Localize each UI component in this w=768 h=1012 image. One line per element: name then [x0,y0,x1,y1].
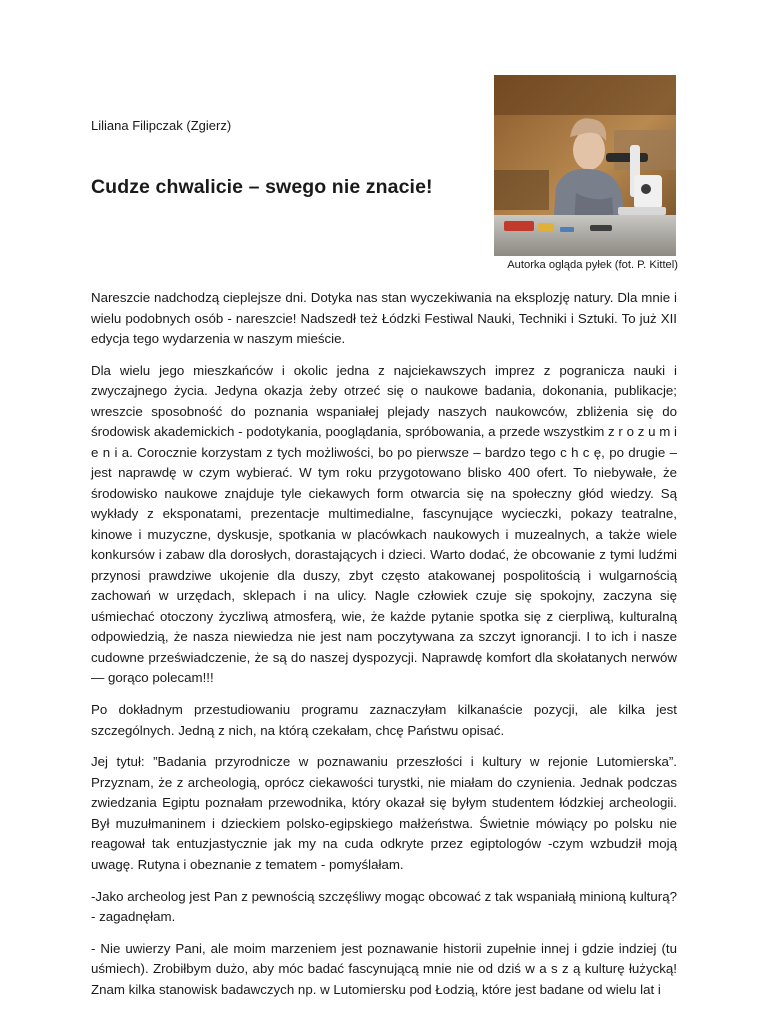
article-title: Cudze chwalicie – swego nie znacie! [91,176,433,198]
paragraph: Nareszcie nadchodzą cieplejsze dni. Dotyka nas stan wyczekiwania na eksplozję natury. Dla mnie i wielu podobnych osób - nareszcie! Nadszedł też Łódzki Festiwal Nauki, Techniki i Sztuki. To już XII edycja tego wydarzenia w naszym mieście. [91,290,677,346]
photo-woman-microscope-icon [494,75,676,256]
photo-caption: Autorka ogląda pyłek (fot. P. Kittel) [507,259,678,271]
paragraph: Jej tytuł: ”Badania przyrodnicze w poznawaniu przeszłości i kultury w rejonie Lutomierska”. Przyznam, że z archeologią, oprócz ciekawości turystki, nie miałam do czynienia. Jednak podczas zwiedzania Egiptu poznałam przewodnika, który okazał się byłym studentem łódzkiej archeologii. Był muzułmaninem i dzieckiem polsko-egipskiego małżeństwa. Świetnie mówiący po polsku nie reagował tak entuzjastycznie jak my na cuda odkryte przez egiptologów -czym wzbudził moją uwagę. Rutyna i obeznanie z tematem - pomyślałam. [91,754,677,872]
article-body [91,288,677,1012]
paragraph: Po dokładnym przestudiowaniu programu zaznaczyłam kilkanaście pozycji, ale kilka jest szczególnych. Jedną z nich, na którą czekałam, chcę Państwu opisać. [91,702,677,738]
paragraph: - Nie uwierzy Pani, ale moim marzeniem jest poznawanie historii zupełnie innej i gdzie indziej (tu uśmiech). Zrobiłbym dużo, aby móc badać fascynującą mnie nie od dziś w a s z ą kulturę łużycką! Znam kilka stanowisk badawczych np. w Lutomiersku pod Łodzią, które jest badane od wielu lat i [91,940,677,997]
paragraph: -Jako archeolog jest Pan z pewnością szczęśliwy mogąc obcować z tak wspaniałą minioną kulturą? - zagadnęłam. [91,888,677,925]
author-line: Liliana Filipczak (Zgierz) [91,118,232,133]
paragraph: Dla wielu jego mieszkańców i okolic jedna z najciekawszych imprez z pogranicza nauki i zwyczajnego życia. Jedyna okazja żeby otrzeć się o naukowe badania, dokonania, publikacje; wreszcie sposobność do poznania wspaniałej plejady naszych naukowców, zbliżenia się do środowisk akademickich - podotykania, pooglądania, spróbowania, a przede wszystkim z r o z u m i e n i a. Corocznie korzystam z tych możliwości, bo po pierwsze – bardzo tego c h c ę, po drugie – jest naprawdę w czym wybierać. W tym roku przygotowano blisko 400 ofert. To niebywałe, że środowisko naukowe znajduje tyle ciekawych form otwarcia się na społeczny głód wiedzy. Są wykłady z eksponatami, prezentacje multimedialne, fascynujące wycieczki, pokazy teatralne, kinowe i muzyczne, dyskusje, spotkania w placówkach naukowych i muzealnych, a także wiele konkursów i zabaw dla dorosłych, dorastających i dzieci. Warto dodać, że obcowanie z tymi ludźmi przynosi prawdziwe ukojenie dla duszy, zbyt często atakowanej pospolitością i wulgarnością zachowań w urzędach, sklepach i na ulicy. Nagle człowiek czuje się spokojny, zaczyna się uśmiechać otoczony życzliwą atmosferą, wie, że każde pytanie spotka się z cierpliwą, kulturalną odpowiedzią, że nasza niewiedza nie jest nam poczytywana za szczyt ignorancji. I to ich i nasze cudowne przeświadczenie, że są do naszej dyspozycji. Naprawdę komfort dla skołatanych nerwów — gorąco polecam!!! [91,362,677,686]
article-photo [494,75,676,256]
